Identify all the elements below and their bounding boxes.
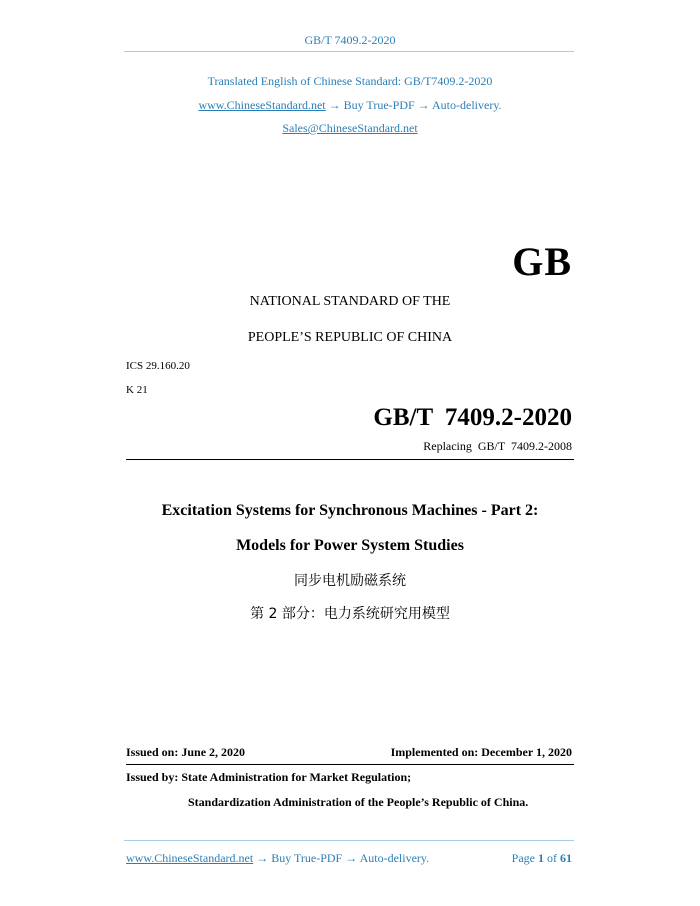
chinese-title-line1: 同步电机励磁系统 bbox=[294, 573, 406, 589]
page-indicator bbox=[512, 851, 572, 866]
footer-auto-text: Auto-delivery. bbox=[359, 851, 430, 865]
page-of: of bbox=[547, 851, 557, 865]
page-label: Page bbox=[511, 851, 535, 865]
english-title-line1: Excitation Systems for Synchronous Machines - Part 2: bbox=[161, 502, 539, 519]
header-title: GB/T 7409.2-2020 bbox=[304, 33, 396, 47]
footer-links bbox=[126, 851, 429, 866]
national-standard-line2: PEOPLE’S REPUBLIC OF CHINA bbox=[247, 330, 453, 345]
promo-buy-text: Buy True-PDF bbox=[343, 98, 415, 112]
promo-auto-text: Auto-delivery. bbox=[432, 98, 502, 112]
implemented-on-date: Implemented on: December 1, 2020 bbox=[390, 745, 572, 759]
footer-buy-text: Buy True-PDF bbox=[271, 851, 343, 865]
issued-by: Issued by: State Administration for Market Regulation; bbox=[126, 770, 412, 784]
arrow-icon: → bbox=[256, 851, 269, 865]
standard-number: GB/T 7409.2-2020 bbox=[373, 404, 572, 431]
promo-email-line bbox=[0, 121, 700, 136]
page-total: 61 bbox=[560, 851, 572, 865]
header-divider bbox=[124, 51, 574, 52]
english-title-line2: Models for Power System Studies bbox=[236, 537, 464, 554]
promo-email-link[interactable]: Sales@ChineseStandard.net bbox=[282, 121, 418, 135]
gb-logo: GB bbox=[512, 239, 572, 284]
arrow-icon: → bbox=[328, 98, 341, 112]
footer-divider bbox=[124, 840, 574, 841]
standard-divider bbox=[126, 459, 574, 460]
ics-code: ICS 29.160.20 bbox=[126, 360, 190, 372]
arrow-icon: → bbox=[417, 98, 430, 112]
issued-by-continued: Standardization Administration of the People’s Republic of China. bbox=[188, 795, 529, 809]
promo-translation-line: Translated English of Chinese Standard: GB/T7409.2-2020 bbox=[207, 74, 493, 88]
promo-site-link[interactable]: www.ChineseStandard.net bbox=[198, 98, 326, 112]
issued-on-date: Issued on: June 2, 2020 bbox=[126, 745, 246, 759]
promo-links-line bbox=[0, 98, 700, 113]
k-code: K 21 bbox=[126, 384, 148, 396]
replacing-standard: Replacing GB/T 7409.2-2008 bbox=[423, 439, 572, 453]
page-current: 1 bbox=[538, 851, 544, 865]
footer-site-link[interactable]: www.ChineseStandard.net bbox=[126, 851, 254, 865]
chinese-title-line2: 第 2 部分：电力系统研究用模型 bbox=[250, 606, 450, 622]
issue-divider bbox=[126, 764, 574, 765]
arrow-icon: → bbox=[345, 851, 358, 865]
national-standard-line1: NATIONAL STANDARD OF THE bbox=[249, 294, 451, 309]
